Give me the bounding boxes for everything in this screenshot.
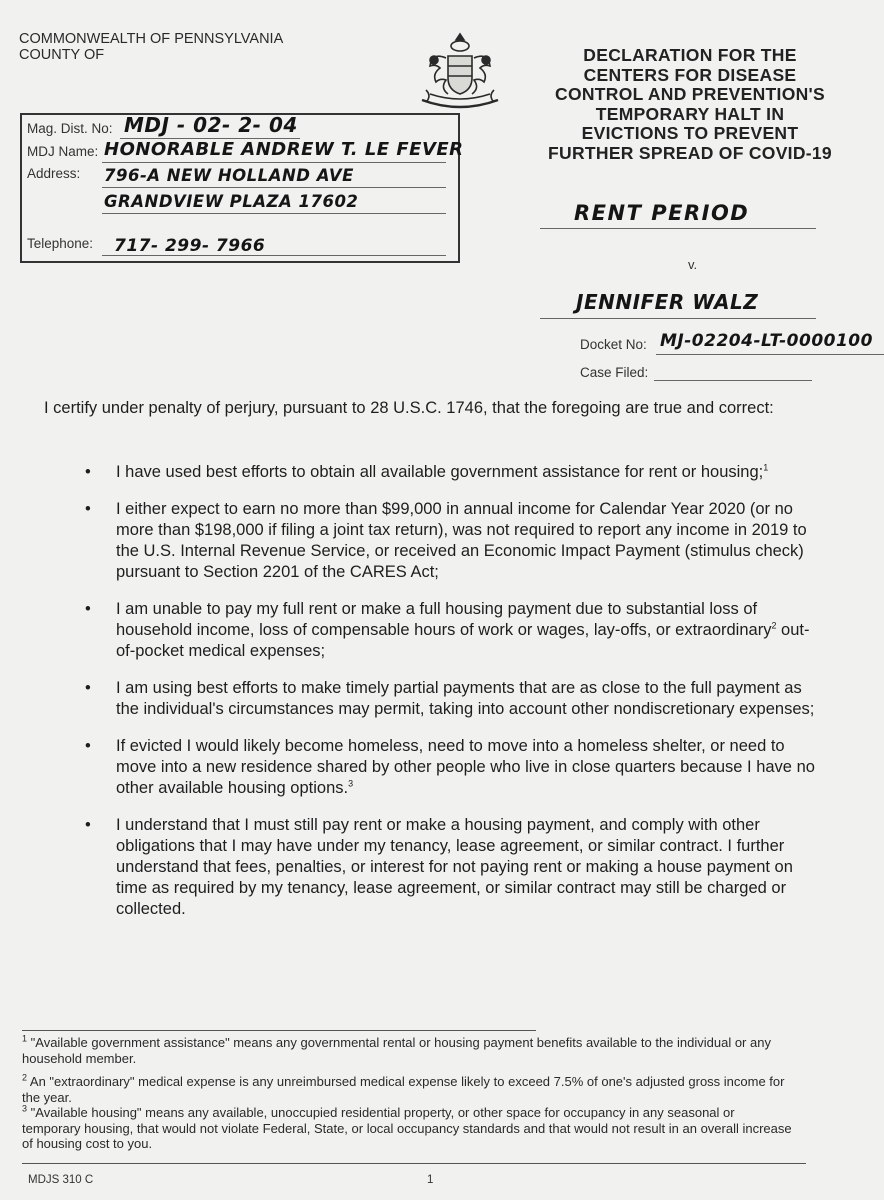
telephone-line <box>102 255 446 256</box>
footnote-text: "Available housing" means any available, unoccupied residential property, or other space for occupancy in any seasonal or temporary housing, that would not violate Federal, State, or local occupancy standards and that would not result in an overall increase of housing cost to you. <box>22 1105 792 1151</box>
footnote-text: An "extraordinary" medical expense is any unreimbursed medical expense likely to exceed 7.5% of one's adjusted gross income for the year. <box>22 1074 785 1105</box>
telephone-value: 717- 299- 7966 <box>114 236 266 256</box>
declaration-title <box>525 46 855 163</box>
form-id: MDJS 310 C <box>28 1174 94 1186</box>
certification-text: I am unable to pay my full rent or make a full housing payment due to substantial loss of household income, loss of compensable hours of work or wages, lay-offs, or extraordinary <box>116 600 772 639</box>
certification-text: If evicted I would likely become homeless, need to move into a homeless shelter, or need to move into a new residence shared by other people who live in close quarters because I have no other available housing options. <box>116 737 815 797</box>
bullet-icon: • <box>85 463 91 481</box>
certification-intro: I certify under penalty of perjury, pursuant to 28 U.S.C. 1746, that the foregoing are true and correct: <box>44 399 774 417</box>
county-label: COUNTY OF <box>19 47 105 63</box>
footnote-3 <box>22 1105 792 1152</box>
address-line1: 796-A NEW HOLLAND AVE <box>104 166 354 185</box>
docket-line <box>656 354 884 355</box>
footnote-text: "Available government assistance" means any governmental rental or housing payment benefits available to the individual or any household member. <box>22 1035 771 1066</box>
footnote-ref: 1 <box>763 462 769 473</box>
commonwealth-label: COMMONWEALTH OF PENNSYLVANIA <box>19 31 284 47</box>
address-label: Address: <box>27 166 81 181</box>
footnote-divider <box>22 1030 536 1031</box>
list-item <box>82 462 827 483</box>
docket-value: MJ-02204-LT-0000100 <box>660 331 873 351</box>
list-item <box>82 678 827 720</box>
certification-text: out-of-pocket medical expenses; <box>116 621 810 660</box>
mag-dist-value: MDJ - 02- 2- 04 <box>124 113 298 137</box>
certification-text: I am using best efforts to make timely partial payments that are as close to the full payment as the individual's circumstances may permit, taking into account other nondiscretionary expenses; <box>116 679 815 718</box>
title-line: FURTHER SPREAD OF COVID-19 <box>548 142 832 163</box>
defendant-line <box>540 318 816 319</box>
address-line2: GRANDVIEW PLAZA 17602 <box>104 192 359 211</box>
certification-text: I understand that I must still pay rent or make a housing payment, and comply with other obligations that I may have under my tenancy, lease agreement, or similar contract. I further understand that fees, penalties, or interest for not paying rent or making a house payment on time as required by my tenancy, lease agreement, or similar contract may still be charged or collected. <box>116 816 793 918</box>
title-line: CONTROL AND PREVENTION'S <box>555 84 825 104</box>
list-item <box>82 599 827 662</box>
title-line: CENTERS FOR DISEASE <box>583 64 797 85</box>
telephone-label: Telephone: <box>27 236 94 251</box>
footer-divider <box>22 1163 806 1164</box>
list-item <box>82 736 827 799</box>
case-filed-line <box>654 380 812 381</box>
bullet-icon: • <box>85 737 91 755</box>
mag-dist-label: Mag. Dist. No: <box>27 121 113 136</box>
bullet-icon: • <box>85 600 91 618</box>
footnote-2 <box>22 1074 792 1105</box>
plaintiff-name: RENT PERIOD <box>574 201 750 225</box>
defendant-name: JENNIFER WALZ <box>576 290 759 314</box>
title-line: TEMPORARY HALT IN <box>595 103 785 124</box>
title-line: DECLARATION FOR THE <box>583 45 797 65</box>
footnote-number: 1 <box>22 1033 28 1044</box>
list-item <box>82 499 827 583</box>
mdj-name-line <box>102 162 446 163</box>
bullet-icon: • <box>85 500 91 518</box>
plaintiff-line <box>540 228 816 229</box>
address-line <box>102 187 446 188</box>
page-number: 1 <box>427 1174 434 1186</box>
certification-list <box>82 462 827 936</box>
bullet-icon: • <box>85 816 91 834</box>
mdj-name-value: HONORABLE ANDREW T. LE FEVER <box>104 139 464 160</box>
address-line <box>102 213 446 214</box>
bullet-icon: • <box>85 679 91 697</box>
case-filed-label: Case Filed: <box>580 365 649 380</box>
certification-text: I either expect to earn no more than $99,000 in annual income for Calendar Year 2020 (or no more than $198,000 if filing a joint tax return), was not required to report any income in 2019 to the U.S. Internal Revenue Service, or received an Economic Impact Payment (stimulus check) pursuant to Section 2201 of the CARES Act; <box>116 500 807 581</box>
footnote-1 <box>22 1035 792 1066</box>
footnote-number: 3 <box>22 1103 28 1114</box>
footnote-ref: 3 <box>348 778 354 789</box>
footnote-number: 2 <box>22 1072 28 1083</box>
pennsylvania-seal-icon <box>412 30 508 112</box>
list-item <box>82 815 827 920</box>
docket-label: Docket No: <box>580 337 647 352</box>
footnote-ref: 2 <box>771 620 777 631</box>
title-line: EVICTIONS TO PREVENT <box>581 123 799 143</box>
certification-text: I have used best efforts to obtain all available government assistance for rent or housing; <box>116 463 764 481</box>
versus-label: v. <box>688 257 698 272</box>
mdj-name-label: MDJ Name: <box>27 144 99 159</box>
